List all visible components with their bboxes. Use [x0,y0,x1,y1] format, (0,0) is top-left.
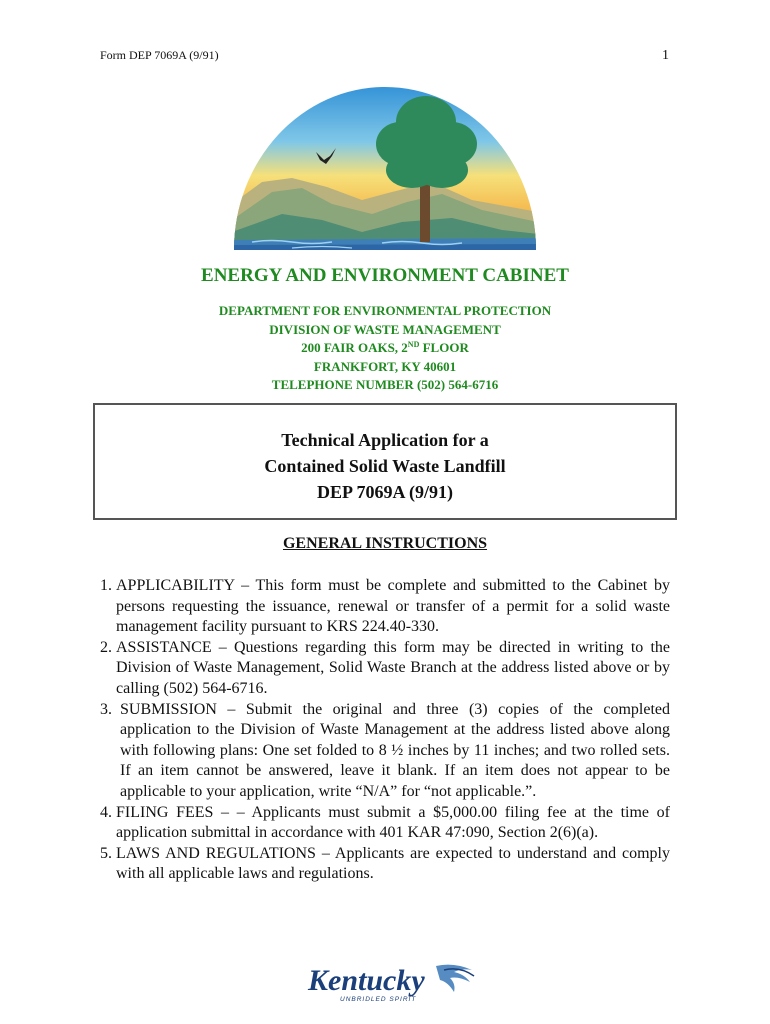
address-pre: 200 FAIR OAKS, 2 [301,340,408,355]
address-post: FLOOR [419,340,469,355]
list-item [100,638,670,700]
title-line-2: Contained Solid Waste Landfill [264,456,506,476]
address-line [0,339,770,358]
item-number: 1. [100,577,116,594]
list-item [100,700,670,803]
item-text: SUBMISSION – Submit the original and three (3) copies of the completed application to the Division of Waste Management at the address listed above along with following plans: One set folded to 8 ½ inches by 11 inches; and two rolled sets. If an item cannot be answered, leave it blank. If an item does not appear to be applicable to your application, write “N/A” for “not applicable.”. [120,700,670,800]
kentucky-logo [304,960,480,1004]
landscape-seal-icon [232,82,538,252]
list-item [100,844,670,885]
kentucky-wordmark: Kentucky [308,964,425,997]
division-name: DIVISION OF WASTE MANAGEMENT [269,321,501,337]
address-sup: ND [407,340,420,349]
list-item [100,803,670,844]
item-text: LAWS AND REGULATIONS – Applicants are expected to understand and comply with all applicable laws and regulations. [116,844,670,883]
title-box [93,403,677,520]
item-text: ASSISTANCE – Questions regarding this form may be directed in writing to the Division of Waste Management, Solid Waste Branch at the address listed above or by calling (502) 564-6716. [116,638,670,697]
department-name: DEPARTMENT FOR ENVIRONMENTAL PROTECTION [218,303,552,318]
city-line: FRANKFORT, KY 40601 [313,358,457,374]
item-text: FILING FEES – – Applicants must submit a $5,000.00 filing fee at the time of application submittal in accordance with 401 KAR 47:090, Section 2(6)(a). [116,803,670,842]
item-number: 5. [100,844,116,862]
item-text: APPLICABILITY – This form must be complete and submitted to the Cabinet by persons requesting the issuance, renewal or transfer of a permit for a solid waste management facility pursuant to KRS 224.40-330. [116,577,670,636]
instructions-list [100,576,670,885]
department-block [0,302,770,395]
list-item [100,576,670,638]
phone-line: TELEPHONE NUMBER (502) 564-6716 [271,377,499,392]
title-line-3: DEP 7069A (9/91) [316,482,453,502]
title-line-1: Technical Application for a [281,430,489,450]
item-number: 2. [100,638,116,656]
page-number: 1 [662,48,669,63]
instructions-heading: GENERAL INSTRUCTIONS [282,535,488,552]
item-number: 3. [100,700,120,718]
agency-cabinet-title: ENERGY AND ENVIRONMENT CABINET [201,265,569,286]
form-id: Form DEP 7069A (9/91) [100,48,219,62]
kentucky-tagline: UNBRIDLED SPIRIT [340,996,417,1003]
item-number: 4. [100,803,116,821]
